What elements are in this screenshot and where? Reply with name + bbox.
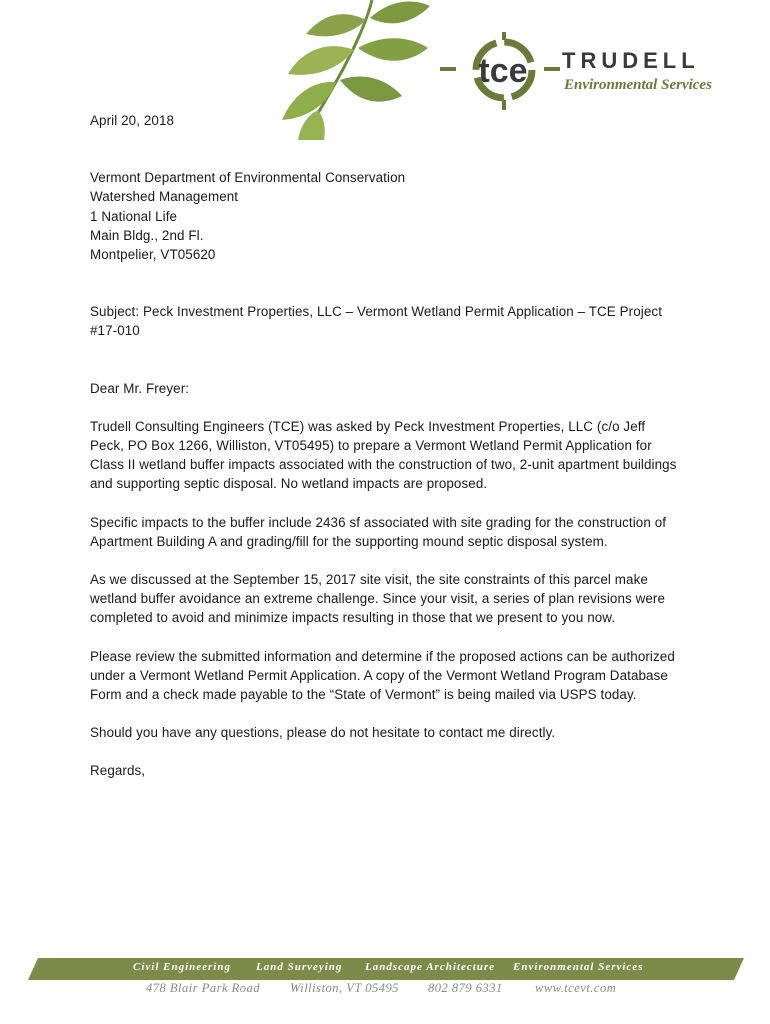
recipient-line: Main Bldg., 2nd Fl. — [90, 227, 204, 243]
recipient-line: Montpelier, VT05620 — [90, 247, 216, 263]
footer-address: 478 Blair Park Road — [146, 981, 261, 995]
footer-service: Civil Engineering — [133, 961, 231, 973]
body-paragraph: Please review the submitted information and determine if the proposed actions can be authorized under a Vermont Wetland Permit Application. A copy of the Vermont Wetland Program Database Form and a check made payable to the “State of Vermont” is being mailed via USPS today. — [90, 648, 675, 703]
recipient-line: Vermont Department of Environmental Conservation — [90, 170, 406, 186]
body-paragraph: Trudell Consulting Engineers (TCE) was asked by Peck Investment Properties, LLC (c/o Jeff Peck, PO Box 1266, Williston, VT05495) to prepare a Vermont Wetland Permit Application for Class II wetland buffer impacts associated with the construction of two, 2-unit apartment buildings and supporting septic disposal. No wetland impacts are proposed. — [90, 418, 677, 492]
letter-body — [90, 111, 682, 781]
footer-service: Land Surveying — [256, 961, 343, 973]
subject-line: Subject: Peck Investment Properties, LLC – Vermont Wetland Permit Application – TCE Project #17-010 — [90, 304, 663, 339]
tce-logo-mark-icon — [440, 32, 560, 112]
recipient-line: Watershed Management — [90, 189, 239, 205]
recipient-address — [90, 168, 682, 264]
body-paragraph: As we discussed at the September 15, 2017 site visit, the site constraints of this parcel make wetland buffer avoidance an extreme challenge. Since your visit, a series of plan revisions were completed to avoid and minimize impacts resulting in those that we present to you now. — [90, 572, 666, 626]
company-name: TRUDELL — [562, 48, 700, 73]
recipient-line: 1 National Life — [90, 208, 178, 224]
footer-services — [0, 958, 770, 980]
closing: Regards, — [90, 763, 146, 779]
footer-service: Environmental Services — [513, 961, 644, 973]
letter-date: April 20, 2018 — [90, 113, 175, 128]
salutation: Dear Mr. Freyer: — [90, 380, 190, 396]
body-paragraph: Should you have any questions, please do not hesitate to contact me directly. — [90, 725, 556, 741]
footer-service: Landscape Architecture — [365, 961, 496, 973]
logo-mark-text: tce — [478, 52, 528, 90]
body-paragraph: Specific impacts to the buffer include 2436 sf associated with site grading for the construction of Apartment Building A and grading/fill for the supporting mound septic disposal system. — [90, 514, 667, 549]
company-tagline: Environmental Services — [564, 77, 712, 93]
footer-city: Williston, VT 05495 — [290, 981, 399, 995]
company-logo — [440, 32, 750, 112]
footer-phone: 802 879 6331 — [428, 981, 503, 995]
footer-website[interactable]: www.tcevt.com — [535, 981, 617, 995]
